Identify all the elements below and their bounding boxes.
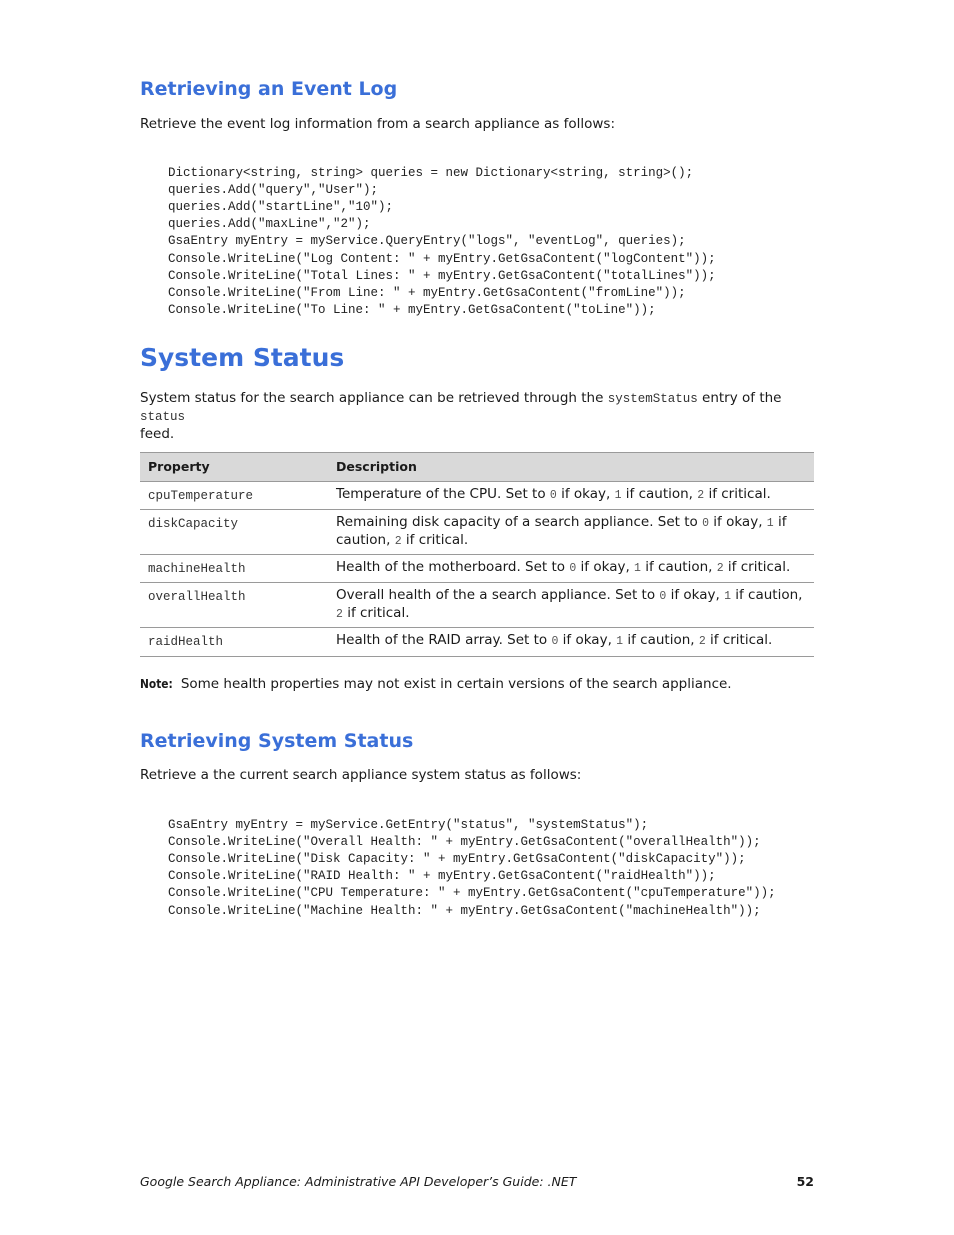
desc-text: if okay, [666,587,725,603]
system-status-intro [140,390,820,443]
table-row [140,628,814,657]
description-cell [336,583,814,627]
code-line: Console.WriteLine("Total Lines: " + myEntry.GetGsaContent("totalLines")); [168,268,716,283]
value-code: 1 [614,489,622,502]
property-cell: diskCapacity [148,517,239,531]
value-code: 2 [697,489,705,502]
desc-text: if critical. [401,532,469,548]
code-line: queries.Add("startLine","10"); [168,200,394,215]
code-line: Console.WriteLine("Overall Health: " + myEntry.GetGsaContent("overallHealth")); [168,835,761,850]
description-cell [336,482,814,509]
desc-text: Health of the RAID array. Set to [336,632,552,648]
desc-text: if critical. [704,486,771,502]
code-line: Console.WriteLine("To Line: " + myEntry.GetGsaContent("toLine")); [168,302,656,317]
code-line: Console.WriteLine("Machine Health: " + myEntry.GetGsaContent("machineHealth")); [168,903,761,918]
code-line: Console.WriteLine("RAID Health: " + myEntry.GetGsaContent("raidHealth")); [168,869,716,884]
table-row [140,510,814,555]
desc-text: if caution, [621,486,698,502]
code-line: queries.Add("maxLine","2"); [168,217,371,232]
note-label: Note: [140,676,173,691]
section-heading-retrieving-system-status: Retrieving System Status [140,730,414,752]
note-text: Some health properties may not exist in certain versions of the search appliance. [180,676,732,692]
desc-text: if critical. [342,605,410,621]
code-line: queries.Add("query","User"); [168,183,379,198]
desc-text: Remaining disk capacity of a search appliance. Set to [336,514,703,530]
value-code: 1 [634,562,641,575]
column-header-property: Property [148,459,210,474]
desc-text: if okay, [576,559,635,575]
desc-text: if okay, [558,632,617,648]
property-cell: overallHealth [148,590,246,604]
table-row [140,555,814,583]
table-row [140,583,814,628]
event-log-code-block [168,148,716,336]
intro-text: entry of the [697,390,782,406]
intro-text: feed. [140,426,175,442]
desc-text: if critical. [723,559,791,575]
inline-code: status [140,410,186,424]
code-line: Dictionary<string, string> queries = new Dictionary<string, string>(); [168,166,694,181]
code-line: GsaEntry myEntry = myService.GetEntry("status", "systemStatus"); [168,818,649,833]
properties-table [140,452,814,657]
value-code: 0 [702,517,709,530]
desc-text: Health of the motherboard. Set to [336,559,570,575]
description-cell [336,628,814,656]
value-code: 2 [716,562,724,575]
value-code: 0 [549,489,557,502]
desc-text: if okay, [556,486,615,502]
value-code: 0 [659,590,667,603]
system-status-code-block [168,800,776,937]
value-code: 1 [766,517,774,530]
desc-text: Overall health of the a search appliance. Set to [336,587,660,603]
intro-text: System status for the search appliance can be retrieved through the [140,390,608,406]
value-code: 2 [698,635,706,648]
code-line: Console.WriteLine("Disk Capacity: " + myEntry.GetGsaContent("diskCapacity")); [168,852,746,867]
code-line: Console.WriteLine("Log Content: " + myEntry.GetGsaContent("logContent")); [168,251,716,266]
value-code: 0 [569,562,577,575]
code-line: Console.WriteLine("From Line: " + myEntry.GetGsaContent("fromLine")); [168,285,686,300]
table-row [140,482,814,510]
page-footer [140,1174,814,1189]
note [140,676,732,692]
value-code: 1 [616,635,624,648]
column-header-description: Description [336,459,417,474]
desc-text: if caution, [623,632,699,648]
desc-text: if caution, [336,514,787,548]
inline-code: systemStatus [607,392,698,406]
section-heading-event-log: Retrieving an Event Log [140,78,398,100]
footer-document-title: Google Search Appliance: Administrative API Developer’s Guide: .NET [140,1174,577,1189]
value-code: 1 [724,590,731,603]
value-code: 0 [551,635,559,648]
property-cell: raidHealth [148,635,224,649]
event-log-intro: Retrieve the event log information from a search appliance as follows: [140,116,615,132]
table-header [140,452,814,482]
property-cell: cpuTemperature [148,489,254,503]
code-line: GsaEntry myEntry = myService.QueryEntry("logs", "eventLog", queries); [168,234,686,249]
page-number: 52 [796,1174,814,1189]
value-code: 2 [336,608,343,621]
desc-text: if caution, [730,587,803,603]
section-heading-system-status: System Status [140,343,345,372]
desc-text: Temperature of the CPU. Set to [336,486,550,502]
code-line: Console.WriteLine("CPU Temperature: " + myEntry.GetGsaContent("cpuTemperature")); [168,886,776,901]
desc-text: if okay, [709,514,767,530]
description-cell [336,510,814,554]
property-cell: machineHealth [148,562,246,576]
desc-text: if critical. [705,632,773,648]
desc-text: if caution, [640,559,717,575]
value-code: 2 [394,535,402,548]
retrieving-system-status-intro: Retrieve a the current search appliance system status as follows: [140,767,582,783]
description-cell [336,555,814,582]
